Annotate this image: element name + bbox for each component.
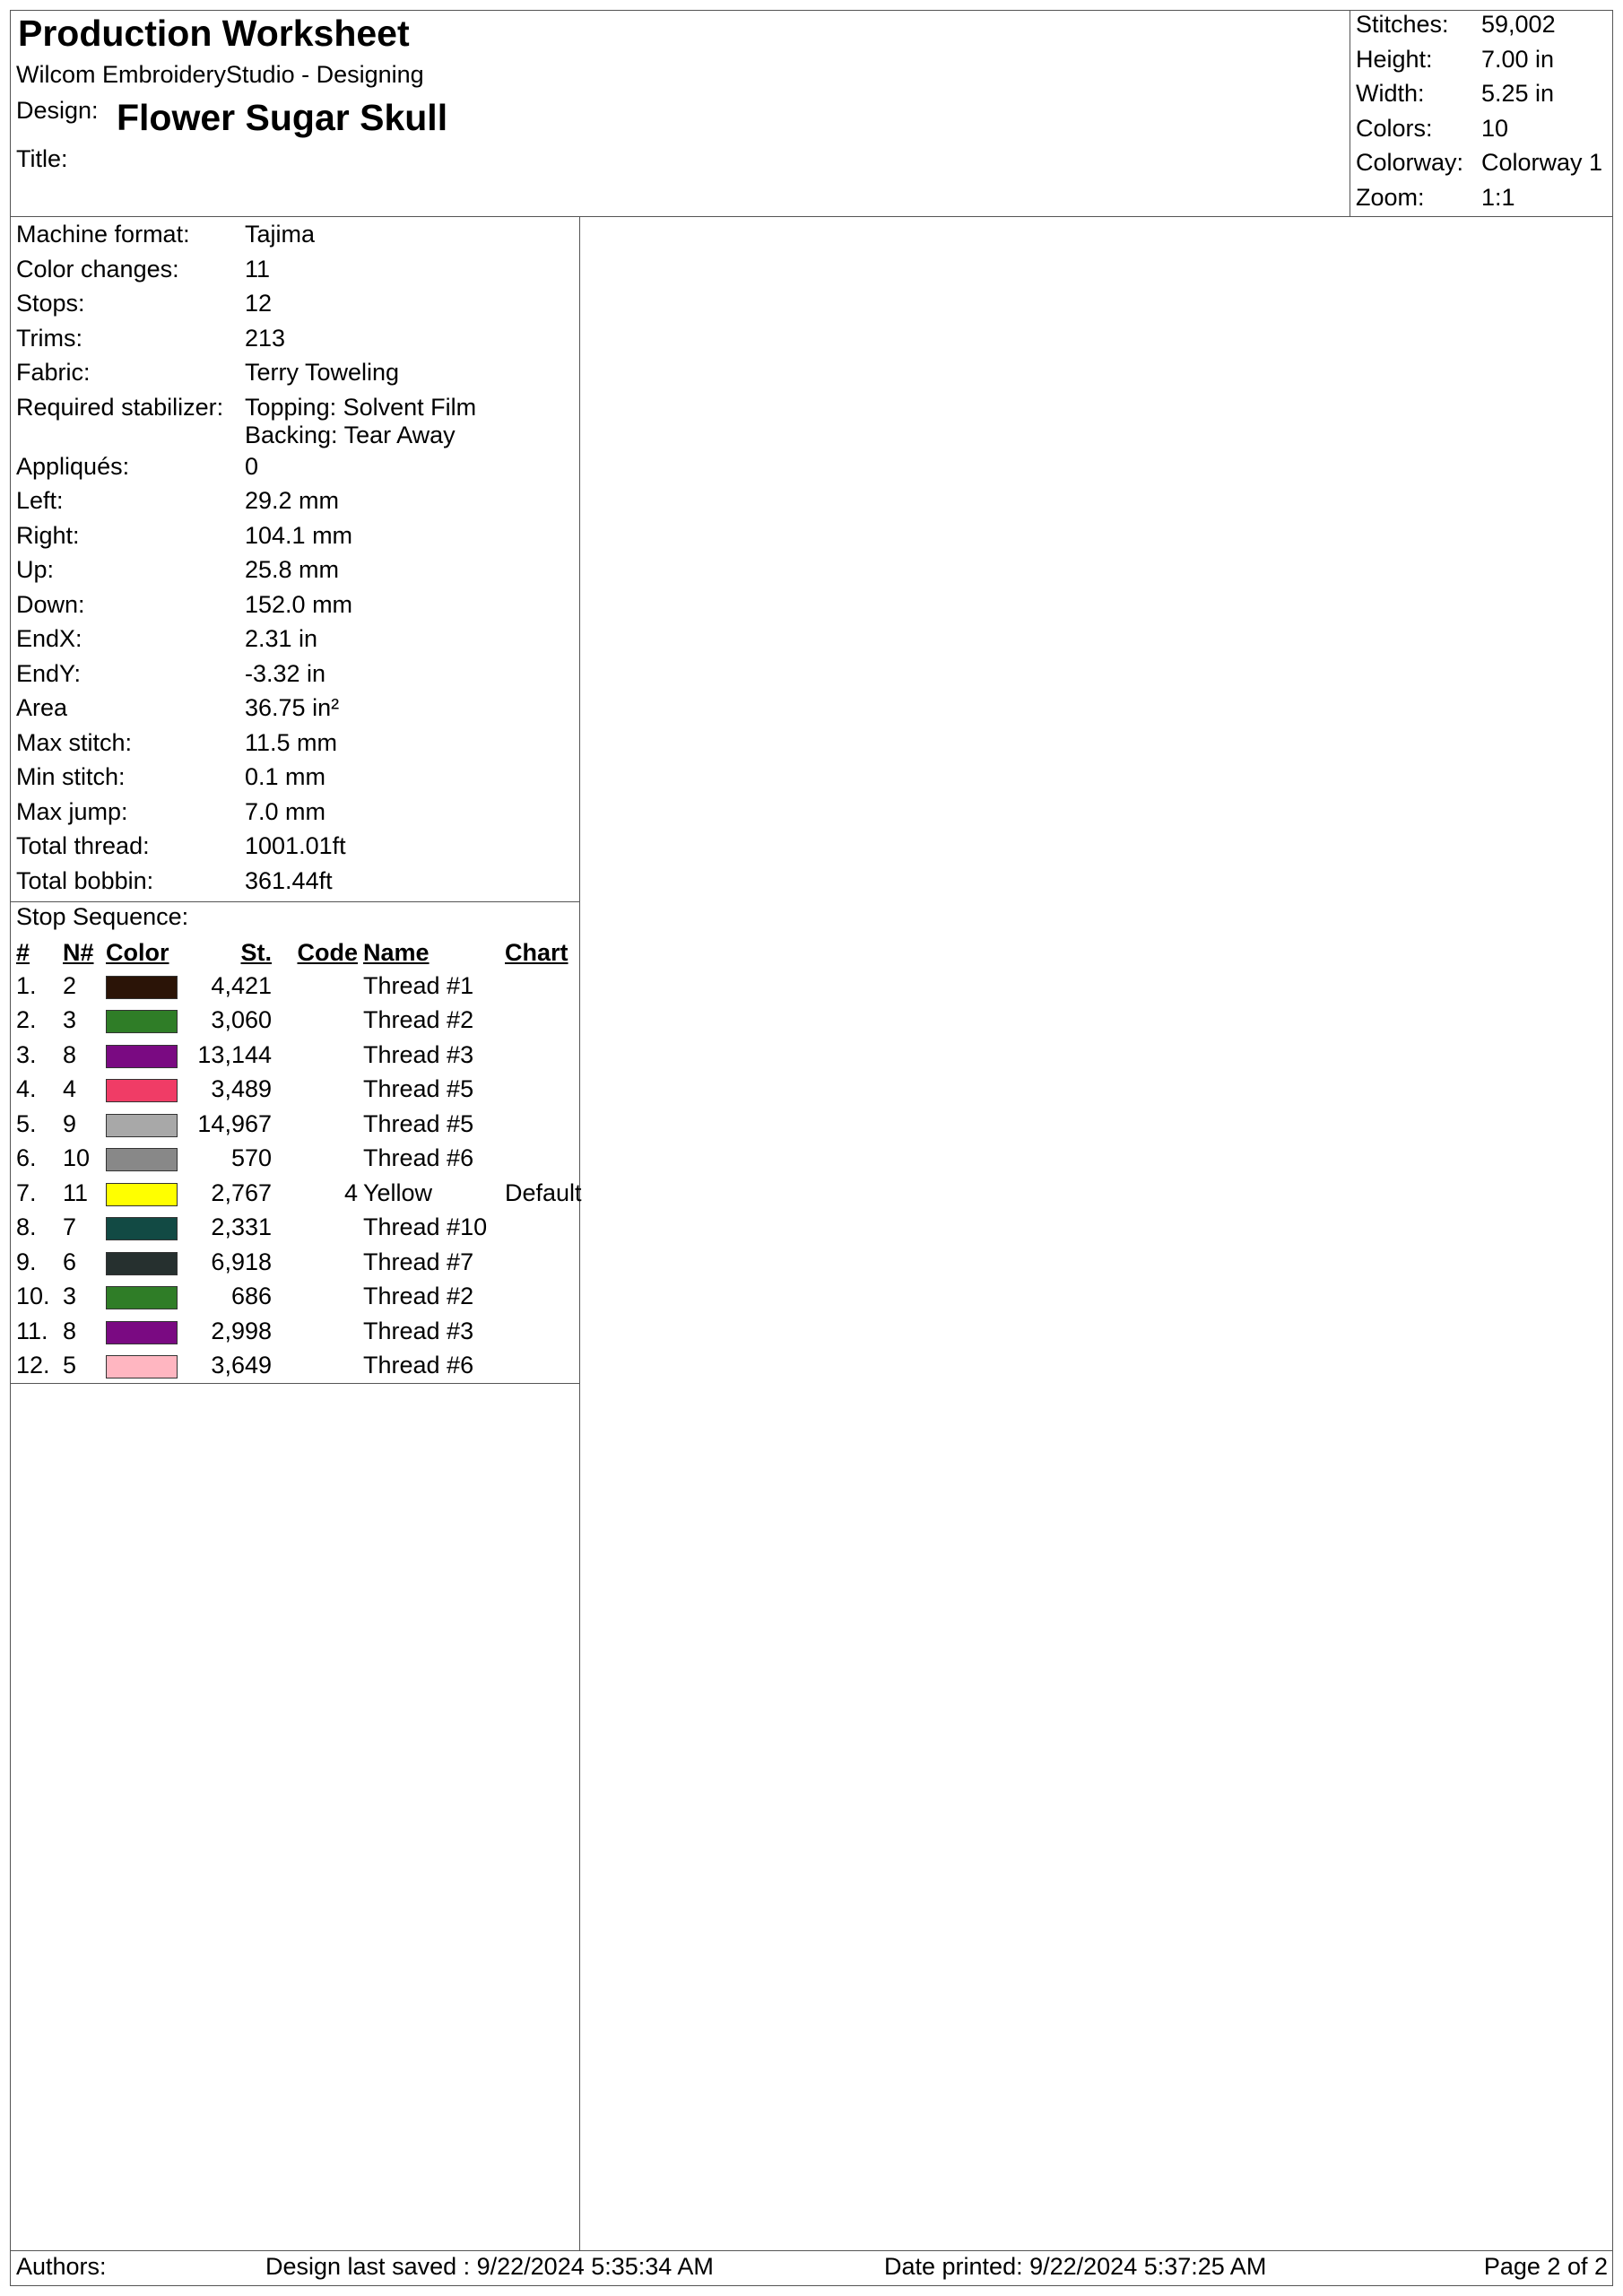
color-cell (106, 1038, 187, 1073)
thread-chart (505, 1245, 595, 1280)
thread-chart (505, 1314, 595, 1349)
spec-label: Fabric: (16, 359, 91, 386)
spec-row (16, 622, 476, 657)
summary-value: 59,002 (1481, 11, 1556, 38)
spec-row (16, 587, 476, 622)
spec-label: Up: (16, 556, 55, 583)
stop-row (16, 1107, 595, 1142)
stop-row (16, 1245, 595, 1280)
stitch-count: 6,918 (211, 1248, 272, 1275)
software-name: Wilcom EmbroideryStudio - Designing (16, 61, 424, 88)
thread-name: Thread #6 (363, 1144, 474, 1172)
color-cell (106, 1073, 187, 1108)
stop-index: 8. (16, 1213, 37, 1241)
stitch-count: 2,998 (211, 1317, 272, 1344)
thread-name: Thread #6 (363, 1352, 474, 1379)
stop-row (16, 1211, 595, 1246)
col-header-color: Color (106, 938, 169, 966)
thread-code (272, 1142, 363, 1177)
thread-code (272, 1280, 363, 1315)
thread-code (272, 1073, 363, 1108)
thread-name: Thread #5 (363, 1109, 474, 1137)
needle-number: 10 (63, 1144, 91, 1172)
spec-value: 25.8 mm (245, 556, 340, 583)
summary-panel (1356, 11, 1602, 218)
summary-label: Colorway: (1356, 149, 1464, 176)
stop-row (16, 1176, 595, 1211)
thread-chart (505, 1280, 595, 1315)
stop-index: 2. (16, 1006, 37, 1034)
color-swatch (106, 1010, 178, 1033)
summary-row (1356, 149, 1602, 184)
stop-index: 9. (16, 1248, 37, 1275)
needle-number: 7 (63, 1213, 77, 1241)
needle-number: 11 (63, 1178, 89, 1206)
spec-row (16, 518, 476, 553)
spec-label: Stops: (16, 290, 85, 317)
summary-row (1356, 115, 1602, 150)
thread-name: Thread #10 (363, 1213, 488, 1241)
color-cell (106, 1107, 187, 1142)
summary-row (1356, 184, 1602, 219)
needle-number: 6 (63, 1248, 77, 1275)
stop-index: 12. (16, 1352, 50, 1379)
spec-row (16, 286, 476, 321)
thread-chart (505, 1211, 595, 1246)
summary-label: Width: (1356, 80, 1425, 107)
spec-value: 213 (245, 324, 286, 352)
stop-sequence-title: Stop Sequence: (16, 903, 189, 930)
color-cell (106, 1349, 187, 1384)
thread-chart (505, 1004, 595, 1039)
stitch-count: 3,649 (211, 1352, 272, 1379)
summary-row (1356, 80, 1602, 115)
stop-index: 5. (16, 1109, 37, 1137)
stitch-count: 3,489 (211, 1075, 272, 1103)
spec-value: 2.31 in (245, 625, 318, 652)
spec-row (16, 321, 476, 356)
spec-label: EndX: (16, 625, 82, 652)
spec-row (16, 760, 476, 795)
spec-row (16, 795, 476, 830)
col-header-index: # (16, 938, 30, 966)
color-swatch (106, 1252, 178, 1275)
thread-chart (505, 1073, 595, 1108)
color-cell (106, 969, 187, 1004)
stop-row (16, 1004, 595, 1039)
spec-label: Max jump: (16, 797, 128, 825)
col-header-code: Code (297, 938, 358, 966)
summary-label: Colors: (1356, 114, 1433, 142)
spec-row (16, 483, 476, 518)
stop-index: 11. (16, 1317, 48, 1344)
thread-code (272, 1107, 363, 1142)
thread-code (272, 969, 363, 1004)
summary-value: Colorway 1 (1481, 149, 1603, 176)
needle-number: 4 (63, 1075, 77, 1103)
spec-value: 7.0 mm (245, 797, 326, 825)
thread-chart (505, 1038, 595, 1073)
spec-value: -3.32 in (245, 659, 326, 687)
thread-name: Thread #7 (363, 1248, 474, 1275)
specs-divider (10, 901, 579, 902)
spec-value: 11 (245, 255, 271, 283)
spec-value: 0 (245, 452, 259, 480)
thread-name: Thread #1 (363, 971, 474, 999)
color-swatch (106, 1355, 178, 1378)
summary-label: Height: (1356, 45, 1433, 73)
stop-index: 10. (16, 1283, 50, 1310)
color-cell (106, 1142, 187, 1177)
title-label: Title: (16, 145, 68, 172)
stop-row (16, 969, 595, 1004)
color-cell (106, 1176, 187, 1211)
summary-value: 10 (1481, 114, 1509, 142)
stop-sequence-table (16, 936, 595, 1383)
spec-row (16, 657, 476, 691)
color-swatch (106, 1286, 178, 1309)
summary-value: 1:1 (1481, 183, 1515, 211)
footer-date-printed: Date printed: 9/22/2024 5:37:25 AM (884, 2253, 1267, 2280)
color-swatch (106, 976, 178, 999)
thread-name: Thread #3 (363, 1040, 474, 1068)
col-header-chart: Chart (505, 938, 568, 966)
stop-index: 1. (16, 971, 37, 999)
thread-name: Thread #2 (363, 1283, 474, 1310)
spec-label: Total thread: (16, 832, 150, 859)
color-swatch (106, 1148, 178, 1171)
col-header-stitches: St. (240, 938, 272, 966)
color-swatch (106, 1217, 178, 1240)
summary-value: 5.25 in (1481, 80, 1555, 107)
thread-code (272, 1004, 363, 1039)
color-swatch (106, 1321, 178, 1344)
stitch-count: 2,331 (211, 1213, 272, 1241)
spec-label: Max stitch: (16, 728, 133, 756)
stitch-count: 13,144 (197, 1040, 272, 1068)
summary-label: Zoom: (1356, 183, 1425, 211)
thread-code (272, 1245, 363, 1280)
needle-number: 8 (63, 1040, 77, 1068)
col-header-name: Name (363, 938, 430, 966)
stops-divider (10, 1383, 579, 1384)
stop-row (16, 1314, 595, 1349)
color-cell (106, 1004, 187, 1039)
spec-row (16, 355, 476, 390)
summary-value: 7.00 in (1481, 45, 1555, 73)
stop-index: 6. (16, 1144, 37, 1172)
spec-label: Total bobbin: (16, 866, 154, 894)
thread-chart (505, 1142, 595, 1177)
spec-value: 1001.01ft (245, 832, 346, 859)
spec-row (16, 726, 476, 761)
specs-list (16, 217, 476, 898)
stop-index: 4. (16, 1075, 37, 1103)
spec-row (16, 691, 476, 726)
spec-value: 12 (245, 290, 273, 317)
needle-number: 8 (63, 1317, 77, 1344)
thread-code (272, 1314, 363, 1349)
spec-label: Color changes: (16, 255, 179, 283)
spec-value: 361.44ft (245, 866, 333, 894)
spec-label: Right: (16, 521, 80, 549)
needle-number: 9 (63, 1109, 77, 1137)
thread-chart (505, 1107, 595, 1142)
spec-value: Terry Toweling (245, 359, 400, 386)
needle-number: 3 (63, 1283, 77, 1310)
stop-row (16, 1038, 595, 1073)
footer-page-number: Page 2 of 2 (1483, 2253, 1608, 2280)
spec-label: Min stitch: (16, 763, 126, 790)
spec-label: EndY: (16, 659, 82, 687)
spec-value: Tajima (245, 221, 316, 248)
thread-chart (505, 1349, 595, 1384)
spec-row (16, 252, 476, 287)
summary-row (1356, 11, 1602, 46)
stitch-count: 4,421 (211, 971, 272, 999)
spec-row (16, 390, 476, 449)
summary-label: Stitches: (1356, 11, 1449, 38)
spec-label: Down: (16, 590, 85, 618)
needle-number: 5 (63, 1352, 77, 1379)
thread-code (272, 1211, 363, 1246)
stop-row (16, 1073, 595, 1108)
spec-row (16, 217, 476, 252)
color-swatch (106, 1079, 178, 1102)
thread-name: Thread #3 (363, 1317, 474, 1344)
footer-divider (10, 2250, 1613, 2251)
spec-value: 11.5 mm (245, 728, 338, 756)
color-swatch (106, 1183, 178, 1206)
stitch-count: 570 (230, 1144, 272, 1172)
stitch-count: 3,060 (211, 1006, 272, 1034)
needle-number: 2 (63, 971, 77, 999)
spec-label: Machine format: (16, 221, 190, 248)
spec-label: Appliqués: (16, 452, 130, 480)
spec-label: Required stabilizer: (16, 393, 224, 421)
needle-number: 3 (63, 1006, 77, 1034)
spec-label: Left: (16, 487, 64, 514)
stop-row (16, 1349, 595, 1384)
spec-value: 104.1 mm (245, 521, 353, 549)
stop-table-header (16, 936, 595, 969)
footer-last-saved: Design last saved : 9/22/2024 5:35:34 AM (265, 2253, 714, 2280)
color-swatch (106, 1114, 178, 1137)
spec-row (16, 552, 476, 587)
footer-authors: Authors: (16, 2253, 107, 2280)
color-cell (106, 1314, 187, 1349)
stop-row (16, 1280, 595, 1315)
thread-name: Thread #2 (363, 1006, 474, 1034)
spec-row (16, 864, 476, 899)
stop-row (16, 1142, 595, 1177)
col-header-needle: N# (63, 938, 94, 966)
thread-name: Yellow (363, 1178, 433, 1206)
spec-value: 0.1 mm (245, 763, 326, 790)
stop-index: 7. (16, 1178, 37, 1206)
stitch-count: 2,767 (211, 1178, 272, 1206)
spec-row (16, 829, 476, 864)
thread-code: 4 (343, 1178, 358, 1206)
summary-row (1356, 46, 1602, 81)
thread-name: Thread #5 (363, 1075, 474, 1103)
thread-code (272, 1038, 363, 1073)
color-cell (106, 1280, 187, 1315)
design-name: Flower Sugar Skull (117, 97, 448, 138)
thread-code (272, 1349, 363, 1384)
thread-chart: Default (505, 1178, 582, 1206)
color-cell (106, 1211, 187, 1246)
stitch-count: 14,967 (197, 1109, 272, 1137)
stitch-count: 686 (230, 1283, 272, 1310)
spec-label: Trims: (16, 324, 82, 352)
spec-row (16, 449, 476, 484)
thread-chart (505, 969, 595, 1004)
spec-value: 36.75 in² (245, 694, 340, 721)
page-title: Production Worksheet (18, 13, 410, 54)
spec-value: Topping: Solvent Film Backing: Tear Away (245, 393, 477, 448)
color-swatch (106, 1045, 178, 1068)
stop-index: 3. (16, 1040, 37, 1068)
color-cell (106, 1245, 187, 1280)
design-label: Design: (16, 97, 99, 124)
spec-value: 152.0 mm (245, 590, 353, 618)
spec-label: Area (16, 694, 68, 721)
spec-value: 29.2 mm (245, 487, 340, 514)
